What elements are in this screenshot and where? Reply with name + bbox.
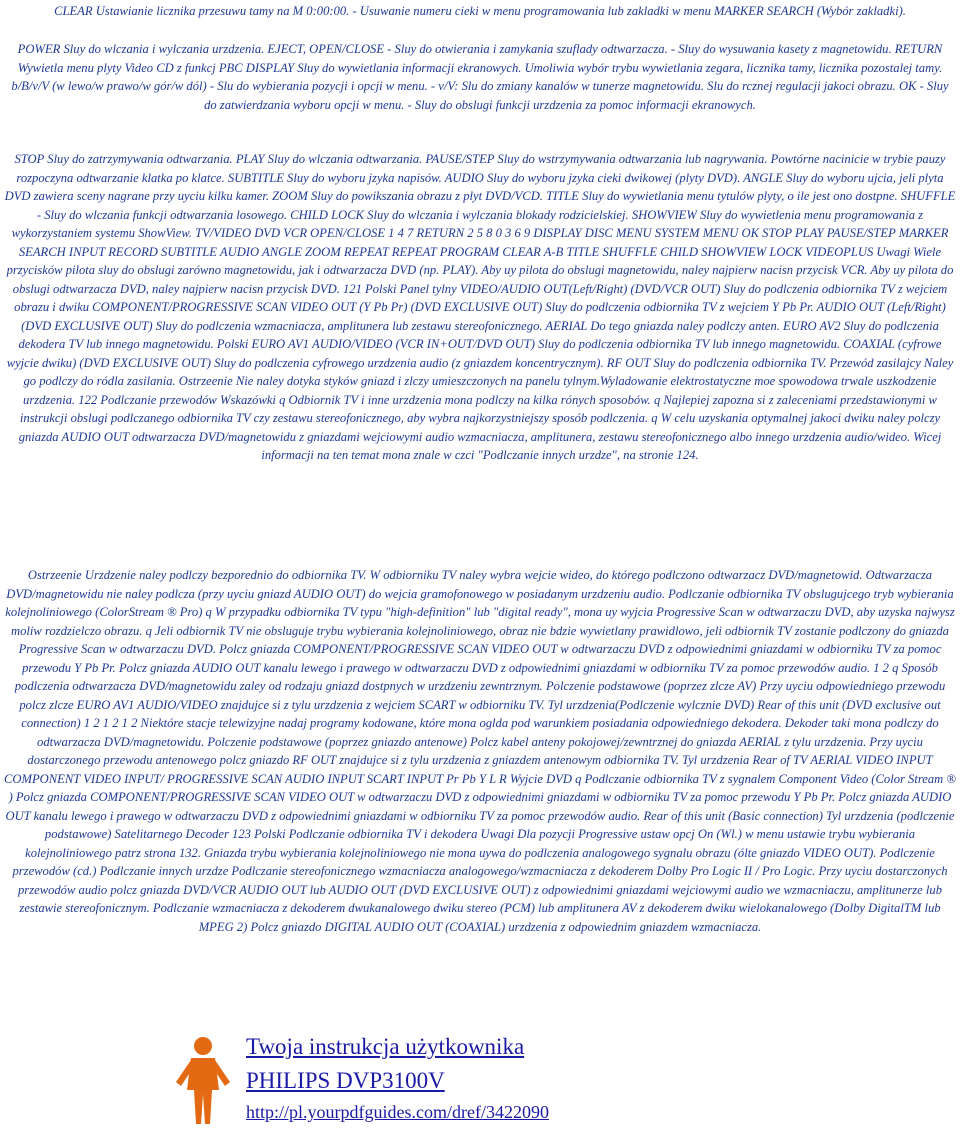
paragraph-clear: CLEAR Ustawianie licznika przesuwu tamy na M 0:00:00. - Usuwanie numeru cieki w menu programowania lub zakladki w menu MARKER SEARCH (Wybór zakladki). bbox=[54, 4, 906, 18]
paragraph-stop: STOP Sluy do zatrzymywania odtwarzania. PLAY Sluy do wlczania odtwarzania. PAUSE/STEP Sluy do wstrzymywania odtwarzania lub nagrywania. Powtórne nacinicie w trybie pauzy rozpoczyna odtwarzanie klatka po klatce. SUBTITLE Sluy do wyboru jzyka napisów. AUDIO Sluy do wyboru jzyka cieki dwikowej (plyty DVD). ANGLE Sluy do wyboru ujcia, jeli plyta DVD zawiera sceny nagrane przy uyciu kilku kamer. ZOOM Sluy do powikszania obrazu z plyt DVD/VCD. TITLE Sluy do wywietlania menu tytulów plyty, o ile jest ono dostpne. SHUFFLE - Sluy do wlczania funkcji odtwarzania losowego. CHILD LOCK Sluy do wlczania i wylczania blokady rodzicielskiej. SHOWVIEW Sluy do wywietlenia menu programowania z wykorzystaniem systemu ShowView. TV/VIDEO DVD VCR OPEN/CLOSE 1 4 7 RETURN 2 5 8 0 3 6 9 DISPLAY DISC MENU SYSTEM MENU OK STOP PLAY PAUSE/STEP MARKER SEARCH INPUT RECORD SUBTITLE AUDIO ANGLE ZOOM REPEAT REPEAT PROGRAM CLEAR A-B TITLE SHUFFLE CHILD SHOWVIEW LOCK VIDEOPLUS Uwagi Wiele przycisków pilota sluy do obslugi zarówno magnetowidu, jak i odtwarzacza DVD (np. PLAY). Aby uy pilota do obslugi magnetowidu, naley najpierw nacisn przycisk VCR. Aby uy pilota do obslugi odtwarzacza DVD, naley najpierw nacisn przycisk DVD. 121 Polski Panel tylny VIDEO/AUDIO OUT(Left/Right) (DVD/VCR OUT) Sluy do podlczenia odbiornika TV z wejciem obrazu i dwiku COMPONENT/PROGRESSIVE SCAN VIDEO OUT (Y Pb Pr) (DVD EXCLUSIVE OUT) Sluy do podlczenia odbiornika TV z wejciem Y Pb Pr. AUDIO OUT (Left/Right) (DVD EXCLUSIVE OUT) Sluy do podlczenia wzmacniacza, amplitunera lub zestawu stereofonicznego. AERIAL Do tego gniazda naley podlczy anten. EURO AV2 Sluy do podlczenia dekodera TV lub innego magnetowidu. Polski EURO AV1 AUDIO/VIDEO (VCR IN+OUT/DVD OUT) Sluy do podlczenia odbiornika TV lub innego magnetowidu. COAXIAL (cyfrowe wyjcie dwiku) (DVD EXCLUSIVE OUT) Sluy do podlczenia cyfrowego urzdzenia audio (z gniazdem koncentrycznym). RF OUT Sluy do podlczenia odbiornika TV. Przewód zasilajcy Naley go podlczy do ródla zasilania. Ostrzeenie Nie naley dotyka styków gniazd i zlczy umieszczonych na panelu tylnym.Wyladowanie elektrostatyczne moe spowodowa trwale uszkodzenie urzdzenia. 122 Podlczanie przewodów Wskazówki q Odbiornik TV i inne urzdzenia mona podlczy na kilka rónych sposobów. q Najlepiej zapozna si z zaleceniami przedstawionymi w instrukcji obslugi podlczanego odbiornika TV czy zestawu stereofonicznego, aby wybra najkorzystniejszy sposób podlczenia. q W celu uzyskania optymalnej jakoci dwiku naley polczy gniazda AUDIO OUT odtwarzacza DVD/magnetowidu z gniazdami wejciowymi audio wzmacniacza, amplitunera, zestawu stereofonicznego albo innego urzdzenia audio/wideo. Wicej informacji na ten temat mona znale w czci "Podlczanie innych urzdze", na stronie 124. bbox=[4, 152, 956, 462]
philips-man-pictogram-icon bbox=[170, 1034, 236, 1126]
paragraph-warning: Ostrzeenie Urzdzenie naley podlczy bezporednio do odbiornika TV. W odbiorniku TV naley wybra wejcie wideo, do którego podlczono odtwarzacz DVD/magnetowid. Odtwarzacza DVD/magnetowidu nie naley podlcza (przy uyciu gniazd AUDIO OUT) do wejcia gramofonowego w posiadanym urzdzeniu audio. Podlczanie odbiornika TV obslugujcego tryb wybierania kolejnoliniowego (ColorStream ® Pro) q W przypadku odbiornika TV typu "high-definition" lub "digital ready", mona uy wyjcia Progressive Scan w odtwarzaczu DVD, aby uzyska najwysz moliw rozdzielczo obrazu. q Jeli odbiornik TV nie obsluguje trybu wybierania kolejnoliniowego, obraz nie bdzie wywietlany prawidlowo, jeli odbiornik TV zostanie podlczony do gniazda Progressive Scan w odtwarzaczu DVD. Polcz gniazda COMPONENT/PROGRESSIVE SCAN VIDEO OUT w odtwarzaczu DVD z odpowiednimi gniazdami w odbiorniku TV za pomoc przewodu Y Pb Pr. Polcz gniazda AUDIO OUT kanalu lewego i prawego w odtwarzaczu DVD z odpowiednimi gniazdami w odbiorniku TV za pomoc przewodów audio. 1 2 q Sposób podlczenia odtwarzacza DVD/magnetowidu zaley od rodzaju gniazd dostpnych w urzdzeniu zewntrznym. Polczenie podstawowe (poprzez zlcze AV) Przy uyciu odpowiedniego przewodu polcz zlcze EURO AV1 AUDIO/VIDEO znajdujce si z tylu urzdzenia z wejciem SCART w odbiorniku TV. Tyl urzdzenia(Podlczenie wylcznie DVD) Rear of this unit (DVD exclusive out connection) 1 2 1 2 1 2 Niektóre stacje telewizyjne nadaj programy kodowane, które mona oglda pod warunkiem posiadania odpowiedniego dekodera. Dekoder taki mona podlczy do odtwarzacza DVD/magnetowidu. Polczenie podstawowe (poprzez gniazdo antenowe) Polcz kabel anteny pokojowej/zewntrznej do gniazda AERIAL z tylu urzdzenia. Przy uyciu dostarczonego przewodu antenowego polcz gniazdo RF OUT znajdujce si z tylu urzdzenia z gniazdem antenowym odbiornika TV. Tyl urzdzenia Rear of TV AERIAL VIDEO INPUT COMPONENT VIDEO INPUT/ PROGRESSIVE SCAN AUDIO INPUT SCART INPUT Pr Pb Y L R Wyjcie DVD q Podlczanie odbiornika TV z sygnalem Component Video (Color Stream ® ) Polcz gniazda COMPONENT/PROGRESSIVE SCAN VIDEO OUT w odtwarzaczu DVD z odpowiednimi gniazdami w odbiorniku TV za pomoc przewodu Y Pb Pr. Polcz gniazda AUDIO OUT kanalu lewego i prawego w odtwarzaczu DVD z odpowiednimi gniazdami w odbiorniku TV za pomoc przewodów audio. Rear of this unit (Basic connection) Tyl urzdzenia (podlczenie podstawowe) Satelitarnego Decoder 123 Polski Podlczanie odbiornika TV i dekodera Uwagi Dla pozycji Progressive ustaw opcj On (Wl.) w menu ustawie trybu wybierania kolejnoliniowego patrz strona 132. Gniazda trybu wybierania kolejnoliniowego nie mona uywa do podlczenia analogowego sygnalu obrazu (ólte gniazdo VIDEO OUT). Podlczenie przewodów (cd.) Podlczanie innych urzdze Podlczanie stereofonicznego wzmacniacza analogowego/wzmacniacza z dekoderem Dolby Pro Logic II / Pro Logic. Przy uyciu dostarczonych przewodów audio polcz gniazda DVD/VCR AUDIO OUT lub AUDIO OUT (DVD EXCLUSIVE OUT) z odpowiednimi gniazdami wejciowymi audio we wzmacniaczu, amplitunerze lub zestawie stereofonicznym. Podlczanie wzmacniacza z dekoderem dwukanalowego dwiku stereo (PCM) lub amplitunera AV z dekoderem dwiku wielokanalowego (Dolby DigitalTM lub MPEG 2) Polcz gniazdo DIGITAL AUDIO OUT (COAXIAL) urzdzenia z odpowiednim gniazdem wzmacniacza. bbox=[4, 568, 956, 934]
manual-title-link[interactable]: Twoja instrukcja użytkownika bbox=[246, 1034, 525, 1059]
paragraph-power: POWER Sluy do wlczania i wylczania urzdzenia. EJECT, OPEN/CLOSE - Sluy do otwierania i zamykania szuflady odtwarzacza. - Sluy do wysuwania kasety z magnetowidu. RETURN Wywietla menu plyty Video CD z funkcj PBC DISPLAY Sluy do wywietlania informacji ekranowych. Umoliwia wybór trybu wywietlania zegara, licznika tamy, licznika pozostalej tamy. b/B/v/V (w lewo/w prawo/w gór/w dól) - Slu do wybierania pozycji i opcji w menu. - v/V: Slu do zmiany kanalów w tunerze magnetowidu. Slu do rcznej regulacji jakoci obrazu. OK - Sluy do zatwierdzania wyboru opcji w menu. - Sluy do obslugi funkcji urzdzenia za pomoc informacji ekranowych. bbox=[11, 42, 949, 112]
url-link[interactable]: http://pl.yourpdfguides.com/dref/3422090 bbox=[246, 1102, 549, 1122]
product-link[interactable]: PHILIPS DVP3100V bbox=[246, 1068, 445, 1093]
footer bbox=[170, 1030, 610, 1126]
